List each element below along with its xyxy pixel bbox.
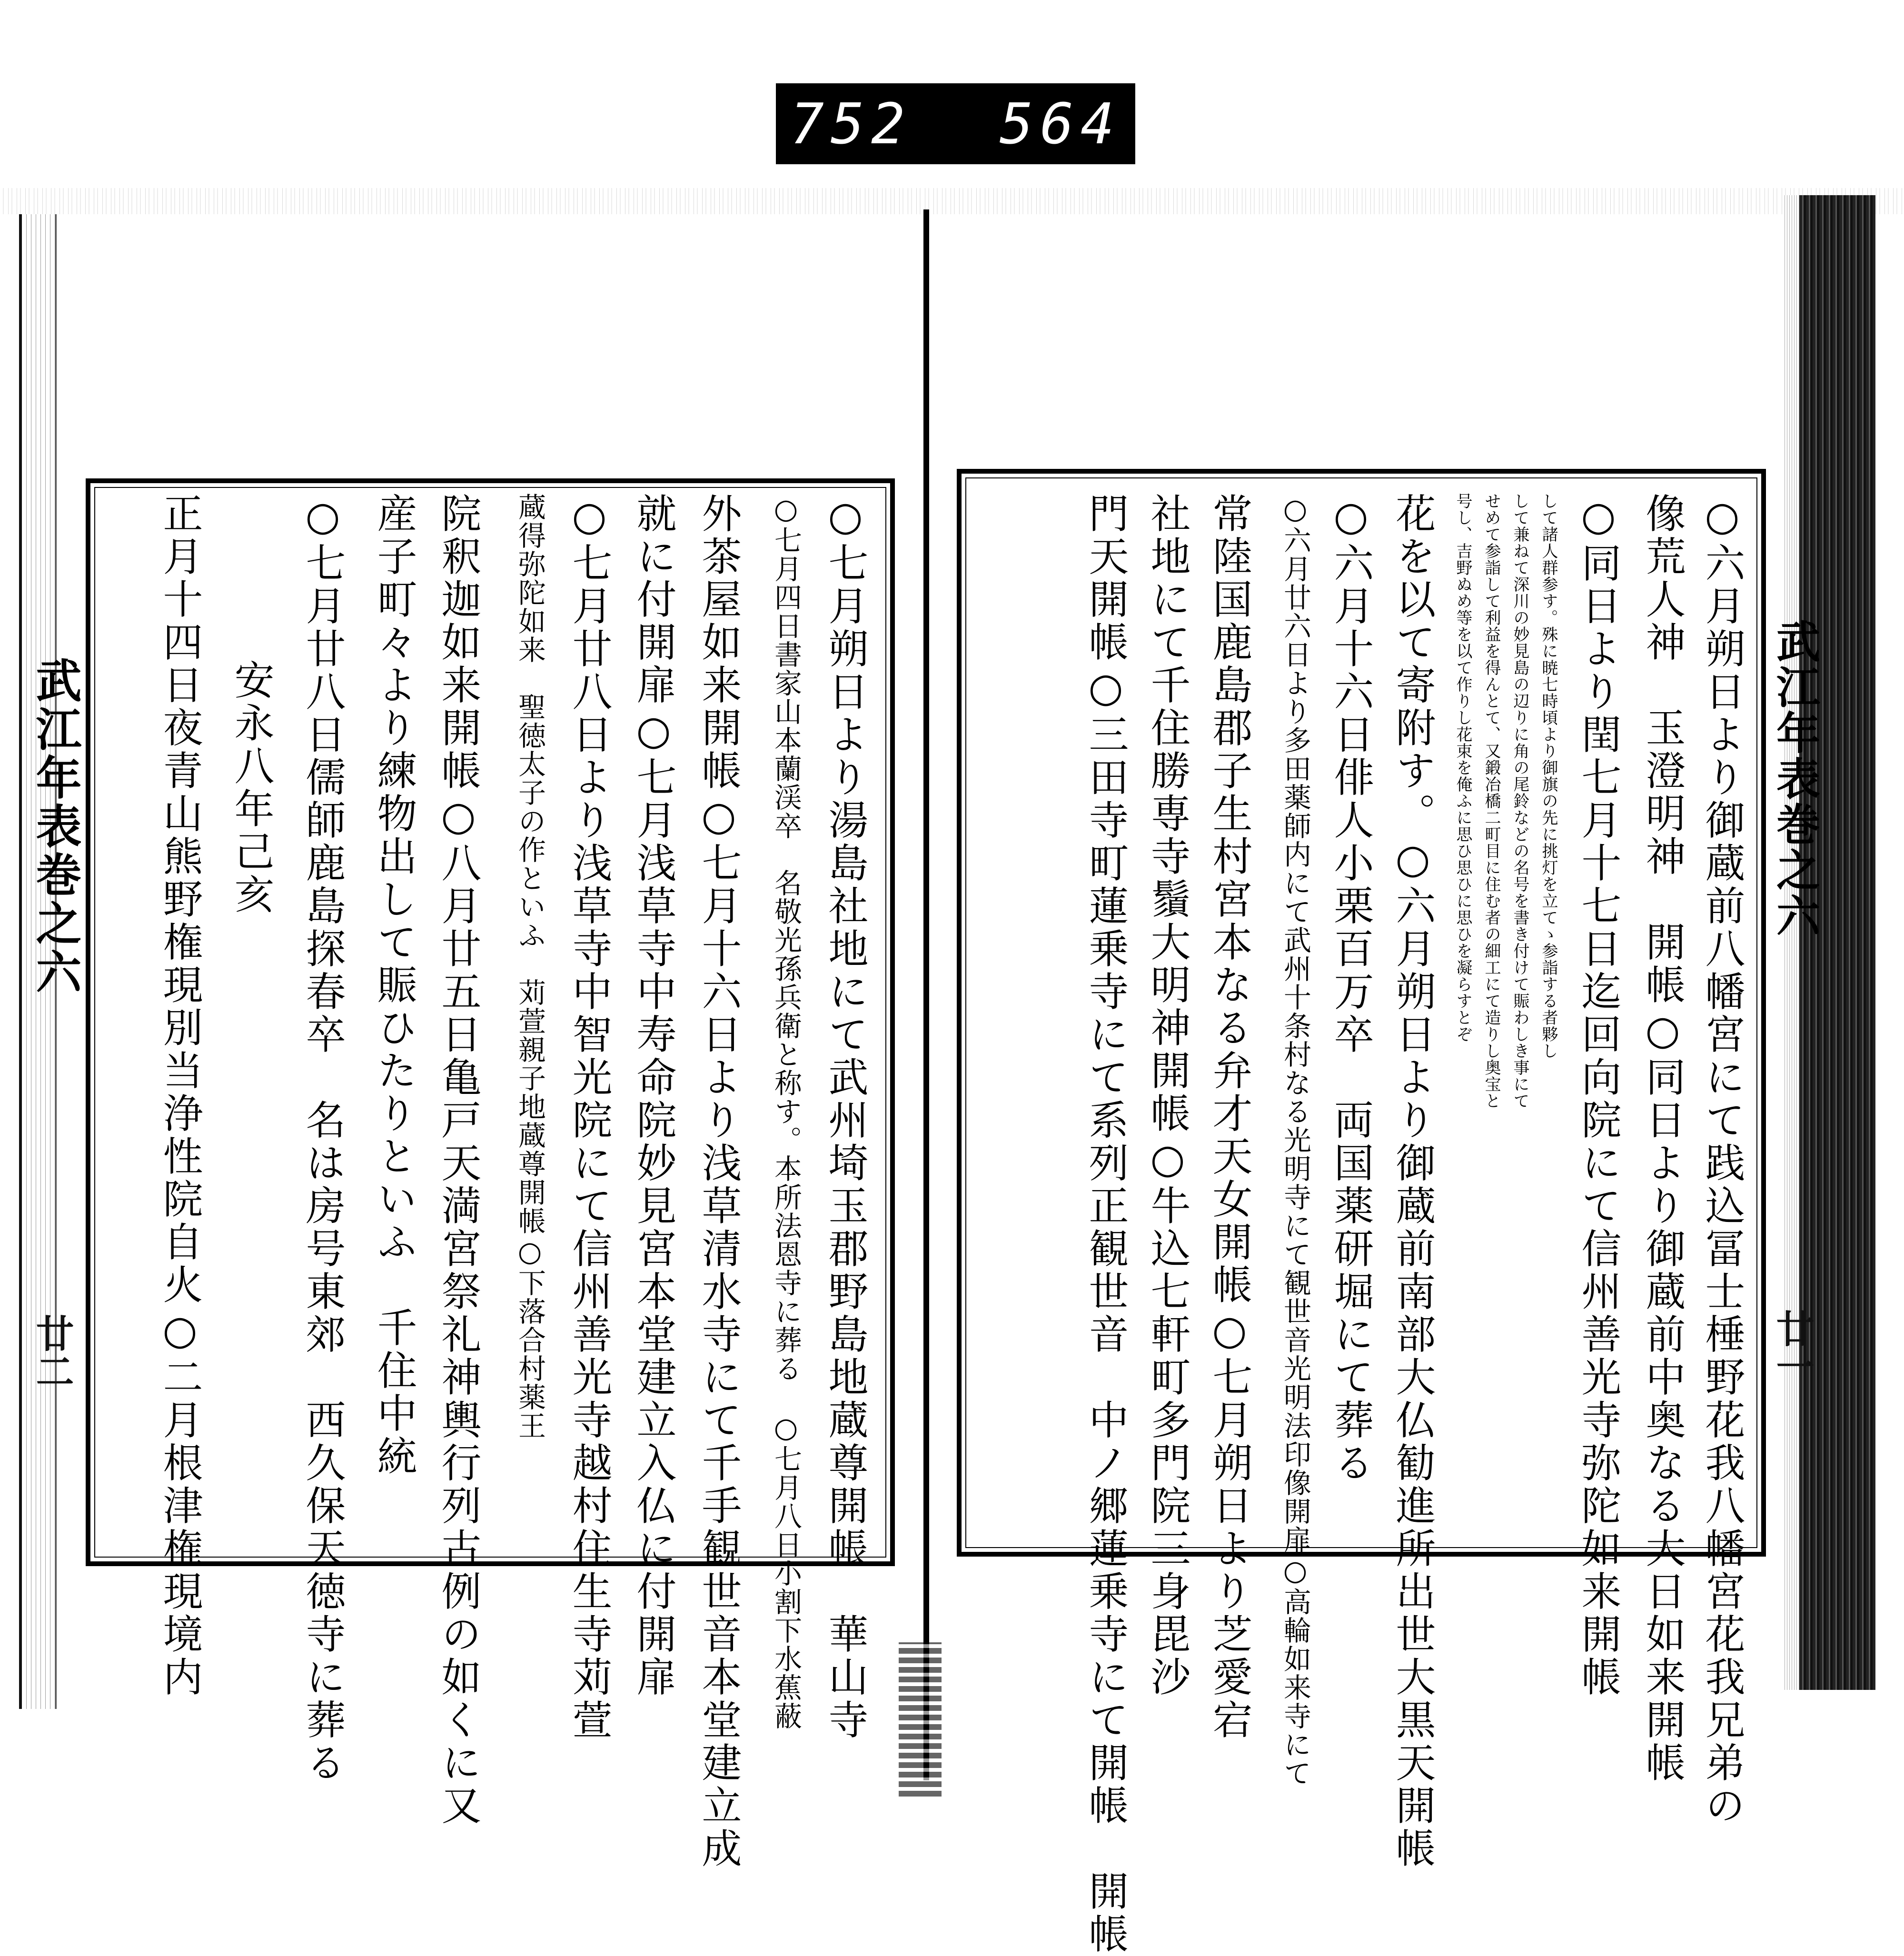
left-column: 院釈迦如来開帳○八月廿五日亀戸天満宮祭礼神輿行列古例の如くに又 [435, 493, 482, 1827]
right-column: 花を以て寄附す。○六月朔日より御蔵前南部大仏勧進所出世大黒天開帳 [1389, 493, 1436, 1870]
right-column: 像荒人神 玉澄明神 開帳○同日より御蔵前中奥なる大日如来開帳 [1639, 493, 1686, 1785]
right-column: 社地にて千住勝専寺鬚大明神開帳○牛込七軒町多門院三身毘沙 [1144, 493, 1191, 1699]
gutter-shadow [899, 1642, 942, 1797]
catalog-label [776, 83, 1135, 164]
right-column-small: して兼ねて深川の妙見島の辺りに角の尾鈴などの名号を書き付けて賑わしき事にて [1510, 493, 1529, 1109]
left-page-frame [86, 478, 895, 1870]
left-column: 就に付開扉○七月浅草寺中寿命院妙見宮本堂建立入仏に付開扉 [630, 493, 677, 1699]
left-page-inner-rule [94, 487, 886, 1870]
scan-shadow [0, 188, 1904, 214]
right-page-edge-light [1783, 195, 1799, 1690]
left-column: 外茶屋如来開帳○七月十六日より浅草清水寺にて千手観世音本堂建立成 [695, 493, 742, 1870]
left-column: ○七月四日書家山本蘭渓卒 名敬光孫兵衛と称す。本所法恩寺に葬る ○七月八日小割下水蕉蔽 [770, 493, 802, 1730]
right-folio: 廿一 [1770, 1309, 1815, 1385]
left-column: ○七月廿八日儒師鹿島探春卒 名は房号東郊 西久保天徳寺に葬る [299, 493, 346, 1785]
left-column: ○七月朔日より湯島社地にて武州埼玉郡野島地蔵尊開帳 華山寺 [822, 493, 869, 1742]
right-column: ○同日より閏七月十七日迄回向院にて信州善光寺弥陀如来開帳 [1575, 493, 1622, 1699]
right-column-small: せめて参詣して利益を得んとて、又鍛冶橋二町目に住む者の細工にて造りし奥宝と [1482, 493, 1501, 1109]
left-column: ○七月廿八日より浅草寺中智光院にて信州善光寺越村住生寺苅萱 [566, 493, 613, 1742]
right-page-edge [1799, 195, 1875, 1690]
left-spine-title: 武江年表巻之六 [29, 657, 82, 997]
left-folio: 廿二 [30, 1314, 74, 1390]
book-gutter [923, 209, 929, 1780]
right-column: 常陸国鹿島郡子生村宮本なる弁才天女開帳○七月朔日より芝愛宕 [1206, 493, 1253, 1742]
right-column: ○六月朔日より御蔵前八幡宮にて践込冨士棰野花我八幡宮花我兄弟の [1699, 493, 1745, 1827]
right-page-frame [957, 469, 1766, 1956]
year-heading: 安永八年己亥 [228, 659, 275, 916]
catalog-number-right: 564 [999, 91, 1121, 157]
right-spine-title: 武江年表巻之六 [1769, 619, 1821, 939]
right-column-small: 号し、吉野ぬめ等を以て作りし花束を俺ふに思ひ思ひに思ひを凝らすとぞ [1453, 493, 1472, 1043]
right-column-small: して諸人群参す。殊に暁七時頃より御旗の先に挑灯を立てゝ参詣する者夥し [1539, 493, 1558, 1059]
right-column: ○六月廿六日より多田薬師内にて武州十条村なる光明寺にて観世音光明法印像開扉○高輪如来寺にて [1279, 493, 1311, 1787]
right-column: ○六月十六日俳人小栗百万卒 両国薬研堀にて葬る [1328, 493, 1374, 1485]
left-column: 蔵得弥陀如来 聖徳太子の作といふ 苅萱親子地蔵尊開帳○下落合村薬王 [514, 493, 546, 1440]
right-column: 門天開帳○三田寺町蓮乗寺にて系列正観世音 中ノ郷蓮乗寺にて開帳 開帳 [1082, 493, 1129, 1956]
left-column: 産子町々より練物出して賑ひたりといふ 千住中統 [371, 493, 417, 1478]
catalog-number-left: 752 [790, 91, 912, 157]
left-column: 正月十四日夜青山熊野権現別当浄性院自火○二月根津権現境内 [157, 493, 203, 1699]
